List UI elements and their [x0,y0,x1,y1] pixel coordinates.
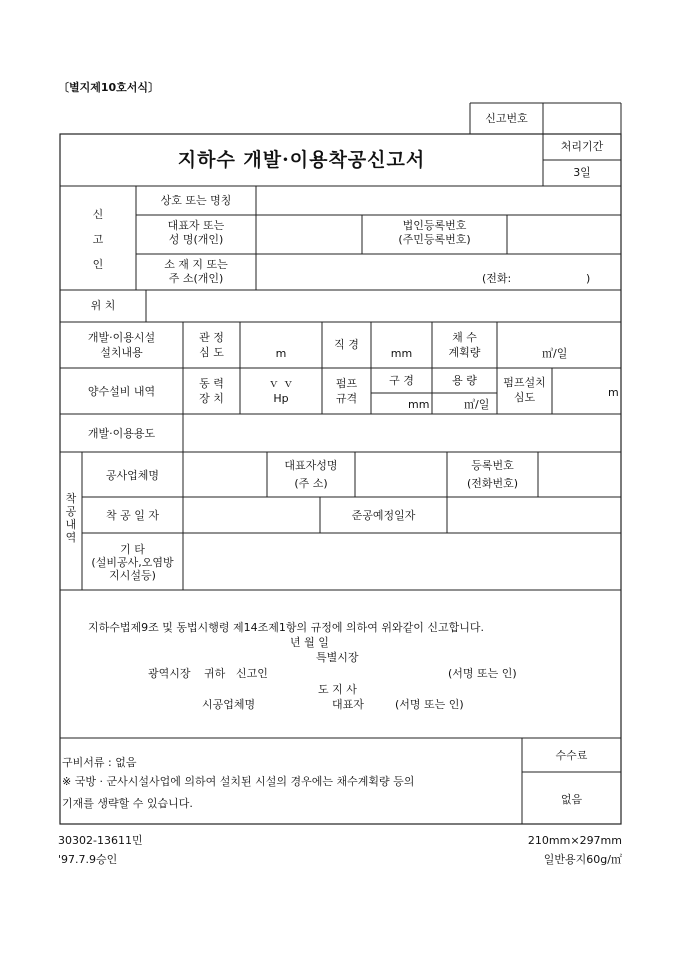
power-value-line1: ｖ ｖ [268,377,294,390]
pump-spec-label-line2: 규격 [335,392,358,405]
representative-field[interactable] [257,216,361,253]
processing-period-label: 처리기간 [560,140,604,153]
representative-label-line1: 대표자 또는 [167,219,225,232]
contractor-field[interactable] [184,453,266,496]
corp-reg-field[interactable] [508,216,620,253]
start-date-label: 착 공 일 자 [106,509,159,522]
paper-type: 일반용지60g/㎡ [543,853,622,866]
location-label: 위 치 [90,299,116,312]
capacity-unit: ㎥/일 [464,398,490,411]
paper-size: 210mm×297mm [527,834,622,847]
page-title: 지하수 개발·이용착공신고서 [177,149,426,171]
provincial-governor: 도 지 사 [318,683,357,696]
intake-plan-unit: ㎥/일 [542,347,568,360]
intake-plan-label-line2: 계획량 [448,346,481,359]
well-depth-label-line2: 심 도 [199,346,224,359]
rep-name-field[interactable] [356,453,446,496]
honorific: 귀하 [204,667,226,680]
completion-date-label: 준공예정일자 [351,509,416,522]
facility-label-line1: 개발·이용시설 [87,331,156,344]
phone-close: ) [586,272,591,285]
applicant-section-label-1: 신 [92,208,104,221]
pump-install-depth-label-line2: 심도 [513,391,536,404]
address-label-line1: 소 재 지 또는 [164,258,228,271]
pump-install-depth-label-line1: 펌프설치 [503,376,546,389]
processing-period-value: 3일 [573,166,591,179]
applicant-section-label-2: 고 [92,233,104,246]
pump-spec-label-line1: 펌프 [335,377,358,390]
capacity-label: 용 량 [452,374,477,387]
intake-plan-label-line1: 채 수 [452,331,477,344]
declaration-date: 년 월 일 [290,636,329,649]
completion-date-field[interactable] [448,498,620,532]
power-unit-label-line1: 동 력 [199,377,224,390]
bore-label: 구 경 [389,374,414,387]
phone-label: (전화: [482,272,512,285]
other-label-line3: 지시설등) [109,569,156,582]
construction-section-label-4: 역 [65,531,77,544]
other-label-line1: 기 타 [120,543,145,556]
contractor-sign-label: 시공업체명 [202,698,256,711]
construction-section-label-1: 착 [65,492,77,505]
pump-label: 양수설비 내역 [87,385,156,398]
well-depth-label-line1: 관 정 [199,331,224,344]
form-code: 30302-13611민 [58,834,143,847]
special-city-mayor: 특별시장 [316,651,359,664]
construction-section-label-2: 공 [65,505,77,518]
well-depth-unit: m [275,347,287,360]
power-value-line2: Hp [273,392,289,405]
corp-reg-label-line1: 법인등록번호 [402,219,467,232]
reg-number-label-line1: 등록번호 [471,459,514,472]
footer-note-line1: ※ 국방 · 군사시설사업에 의하여 설치된 시설의 경우에는 채수계획량 등의 [62,775,415,788]
usage-field[interactable] [184,415,620,451]
representative-label-line2: 성 명(개인) [168,233,224,246]
corp-reg-label-line2: (주민등록번호) [398,233,471,246]
start-date-field[interactable] [184,498,319,532]
receipt-number-field[interactable] [544,104,620,133]
diameter-unit: mm [390,347,413,360]
diameter-label: 직 경 [334,338,359,351]
other-field[interactable] [184,534,620,589]
bore-unit: mm [408,398,430,411]
power-unit-label-line2: 장 치 [199,392,224,405]
fee-label: 수수료 [555,749,588,762]
reg-number-field[interactable] [539,453,620,496]
fee-value: 없음 [560,793,583,806]
receipt-number-label: 신고번호 [485,112,528,125]
company-name-label: 상호 또는 명칭 [160,194,232,207]
applicant-sign-label: 신고인 [236,667,268,680]
contractor-label: 공사업체명 [105,469,160,482]
construction-section-label-3: 내 [65,518,77,531]
required-documents: 구비서류 : 없음 [62,756,137,769]
representative-signature-label: (서명 또는 인) [395,698,464,711]
usage-label: 개발·이용용도 [87,427,156,440]
location-field[interactable] [147,291,620,321]
approval-date: '97.7.9승인 [58,853,118,866]
declaration-statement: 지하수법제9조 및 동법시행령 제14조제1항의 규정에 의하여 위와같이 신고합니다. [88,621,484,634]
rep-name-label-line2: (주 소) [294,477,328,490]
metro-city-mayor: 광역시장 [148,667,191,680]
company-name-field[interactable] [257,187,620,214]
reg-number-label-line2: (전화번호) [466,477,519,490]
applicant-signature-label: (서명 또는 인) [448,667,517,680]
other-label-line2: (설비공사,오염방 [91,556,174,569]
form-label: 〔별지제10호서식〕 [58,81,160,94]
rep-name-label-line1: 대표자성명 [284,459,338,472]
pump-install-depth-unit: m [608,386,619,399]
footer-note-line2: 기재를 생략할 수 있습니다. [62,797,193,810]
address-field[interactable] [257,255,477,289]
address-label-line2: 주 소(개인) [168,272,224,285]
facility-label-line2: 설치내용 [100,346,143,359]
applicant-section-label-3: 인 [92,258,104,271]
representative-sign-label: 대표자 [332,698,364,711]
